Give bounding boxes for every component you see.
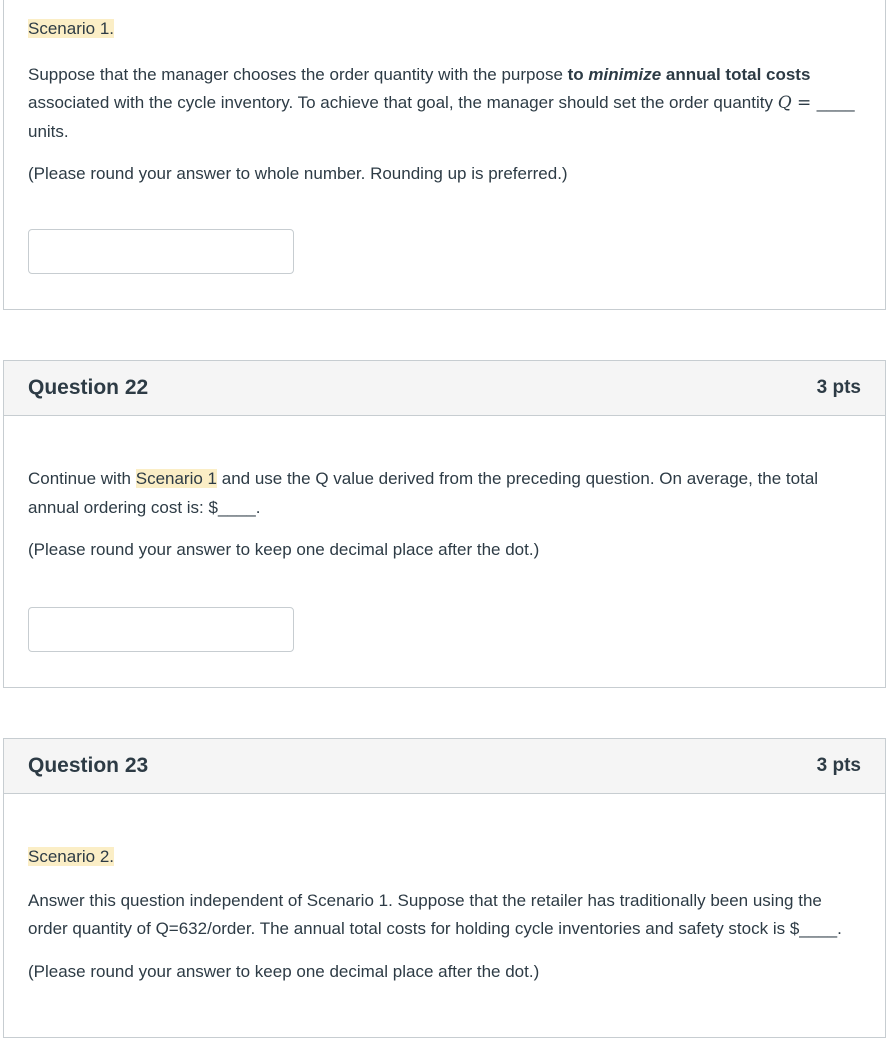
question-card-23 <box>3 738 886 1038</box>
question-22-text: Continue with Scenario 1 and use the Q value derived from the preceding question. On average, the total annual ordering cost is: $____. <box>28 469 819 517</box>
question-23-header <box>4 739 885 794</box>
question-22-body <box>28 465 861 565</box>
question-23-title: Question 23 <box>28 754 149 777</box>
question-23-text: Answer this question independent of Scenario 1. Suppose that the retailer has traditionally been using the order quantity of Q=632/order. The annual total costs for holding cycle inventories and safety stock is $____. <box>28 890 842 938</box>
question-22-header <box>4 361 885 416</box>
question-22-title: Question 22 <box>28 376 149 399</box>
question-card-21 <box>3 0 886 310</box>
question-21-body <box>28 15 861 189</box>
question-21-rounding-note: (Please round your answer to whole number. Rounding up is preferred.) <box>28 164 568 183</box>
question-22-rounding-note: (Please round your answer to keep one decimal place after the dot.) <box>28 540 540 559</box>
question-card-22 <box>3 360 886 688</box>
question-22-answer-input[interactable] <box>28 607 294 652</box>
question-23-rounding-note: (Please round your answer to keep one decimal place after the dot.) <box>28 961 540 981</box>
question-21-answer-input[interactable] <box>28 229 294 274</box>
question-23-body <box>28 843 861 986</box>
scenario-1-reference: Scenario 1 <box>135 469 218 488</box>
question-22-points: 3 pts <box>816 377 861 398</box>
scenario-1-label: Scenario 1. <box>28 19 114 38</box>
question-21-text: Suppose that the manager chooses the order quantity with the purpose to minimize annual total costs associated with the cycle inventory. To achieve that goal, the manager should set the order quantity Q = ____ units. <box>28 64 855 141</box>
math-q: Q <box>777 93 792 113</box>
question-23-points: 3 pts <box>816 755 861 776</box>
scenario-2-label: Scenario 2. <box>28 847 114 866</box>
